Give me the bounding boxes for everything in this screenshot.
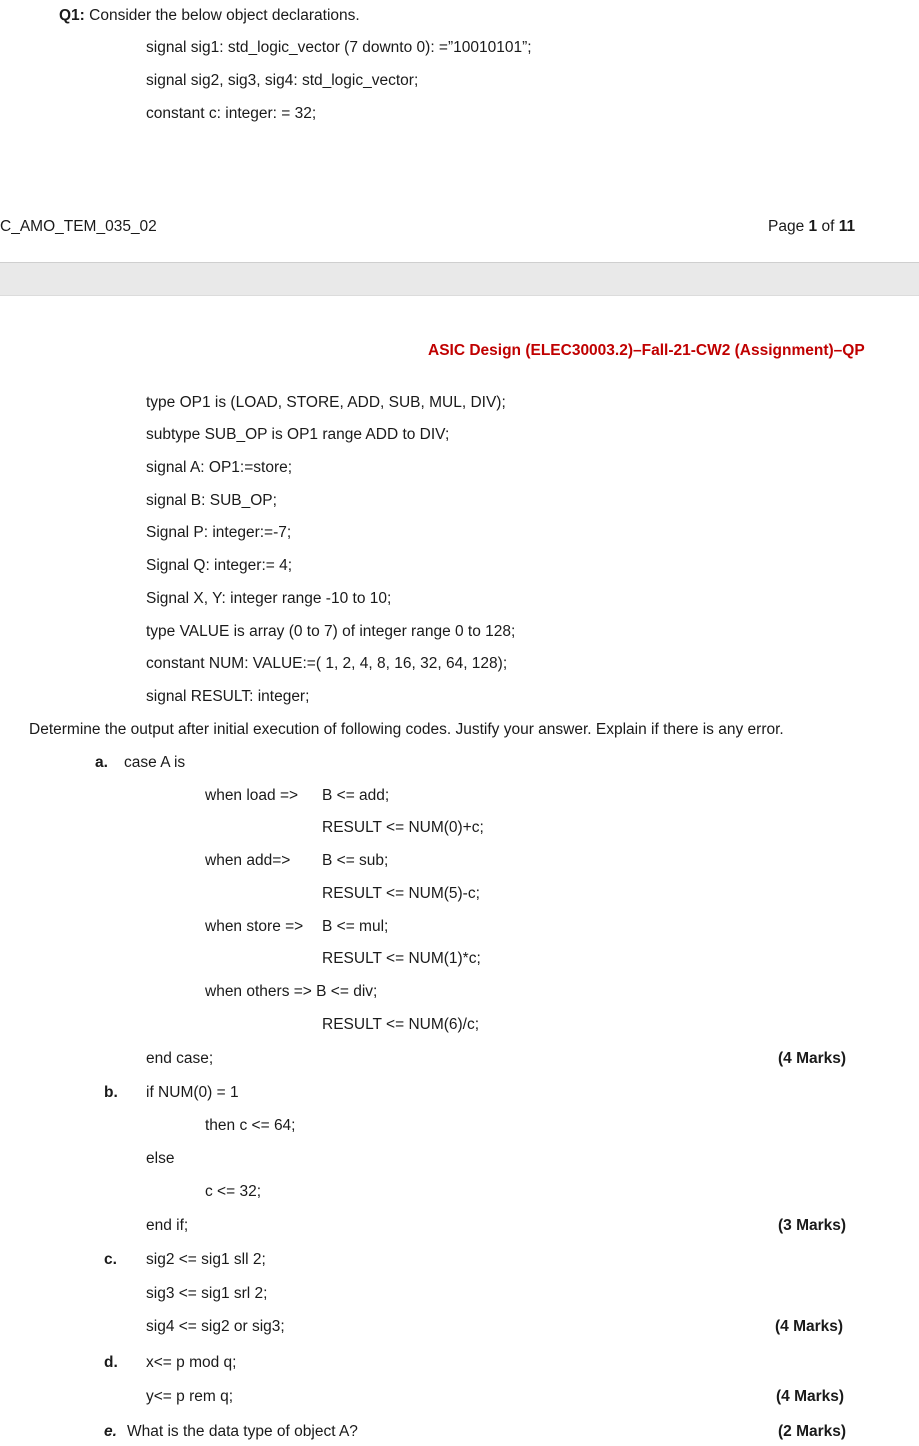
declaration-line: Signal P: integer:=-7; <box>146 524 292 541</box>
part-b-label: b. <box>104 1084 118 1101</box>
question-1 <box>59 6 360 26</box>
code-line: else <box>146 1150 175 1167</box>
code-line: when store => <box>205 918 304 935</box>
marks-label: (4 Marks) <box>775 1318 844 1335</box>
declaration-line: constant NUM: VALUE:=( 1, 2, 4, 8, 16, 32, 64, 128); <box>146 655 508 672</box>
declaration-line: signal B: SUB_OP; <box>146 492 277 509</box>
footer-document-code: C_AMO_TEM_035_02 <box>0 218 157 235</box>
code-line: B <= mul; <box>322 918 389 935</box>
code-line: B <= add; <box>322 787 390 804</box>
code-line: B <= sub; <box>322 852 389 869</box>
declaration-line: signal sig2, sig3, sig4: std_logic_vector; <box>146 72 419 89</box>
instruction-text: Determine the output after initial execution of following codes. Justify your answer. Explain if there is any error. <box>29 721 784 738</box>
declaration-line: signal RESULT: integer; <box>146 688 310 705</box>
declaration-line: signal A: OP1:=store; <box>146 459 293 476</box>
page-gap <box>0 263 919 295</box>
code-line: RESULT <= NUM(5)-c; <box>322 885 480 902</box>
code-line: RESULT <= NUM(1)*c; <box>322 950 481 967</box>
code-line: when load => <box>205 787 299 804</box>
code-line: end case; <box>146 1050 214 1067</box>
question-text: What is the data type of object A? <box>127 1423 358 1440</box>
code-line: y<= p rem q; <box>146 1388 234 1405</box>
marks-label: (4 Marks) <box>776 1388 845 1405</box>
code-line: sig2 <= sig1 sll 2; <box>146 1251 266 1268</box>
part-d-label: d. <box>104 1354 118 1371</box>
code-line: end if; <box>146 1217 189 1234</box>
marks-label: (3 Marks) <box>778 1217 847 1234</box>
code-line: when others => B <= div; <box>205 983 378 1000</box>
code-line: x<= p mod q; <box>146 1354 237 1371</box>
marks-label: (2 Marks) <box>778 1423 847 1440</box>
declaration-line: Signal Q: integer:= 4; <box>146 557 293 574</box>
declaration-line: subtype SUB_OP is OP1 range ADD to DIV; <box>146 426 450 443</box>
footer-page-number: Page 1 of 11 <box>768 218 856 235</box>
code-line: when add=> <box>205 852 291 869</box>
marks-label: (4 Marks) <box>778 1050 847 1067</box>
code-line: RESULT <= NUM(0)+c; <box>322 819 484 836</box>
part-c-label: c. <box>104 1251 117 1268</box>
declaration-line: constant c: integer: = 32; <box>146 105 317 122</box>
page-divider <box>0 295 919 296</box>
code-line: sig3 <= sig1 srl 2; <box>146 1285 268 1302</box>
declaration-line: signal sig1: std_logic_vector (7 downto 0): =”10010101”; <box>146 39 532 56</box>
question-text: Consider the below object declarations. <box>89 7 360 24</box>
code-line: if NUM(0) = 1 <box>146 1084 239 1101</box>
code-line: c <= 32; <box>205 1183 262 1200</box>
question-number: Q1: <box>59 7 85 24</box>
declaration-line: type OP1 is (LOAD, STORE, ADD, SUB, MUL, DIV); <box>146 394 506 411</box>
declaration-line: type VALUE is array (0 to 7) of integer range 0 to 128; <box>146 623 516 640</box>
code-line: sig4 <= sig2 or sig3; <box>146 1318 285 1335</box>
code-line: case A is <box>124 754 186 771</box>
part-e-label: e. <box>104 1423 117 1440</box>
code-line: then c <= 64; <box>205 1117 296 1134</box>
declaration-line: Signal X, Y: integer range -10 to 10; <box>146 590 392 607</box>
page-header-title: ASIC Design (ELEC30003.2)–Fall-21-CW2 (Assignment)–QP <box>428 342 865 359</box>
code-line: RESULT <= NUM(6)/c; <box>322 1016 480 1033</box>
part-a-label: a. <box>95 754 108 771</box>
